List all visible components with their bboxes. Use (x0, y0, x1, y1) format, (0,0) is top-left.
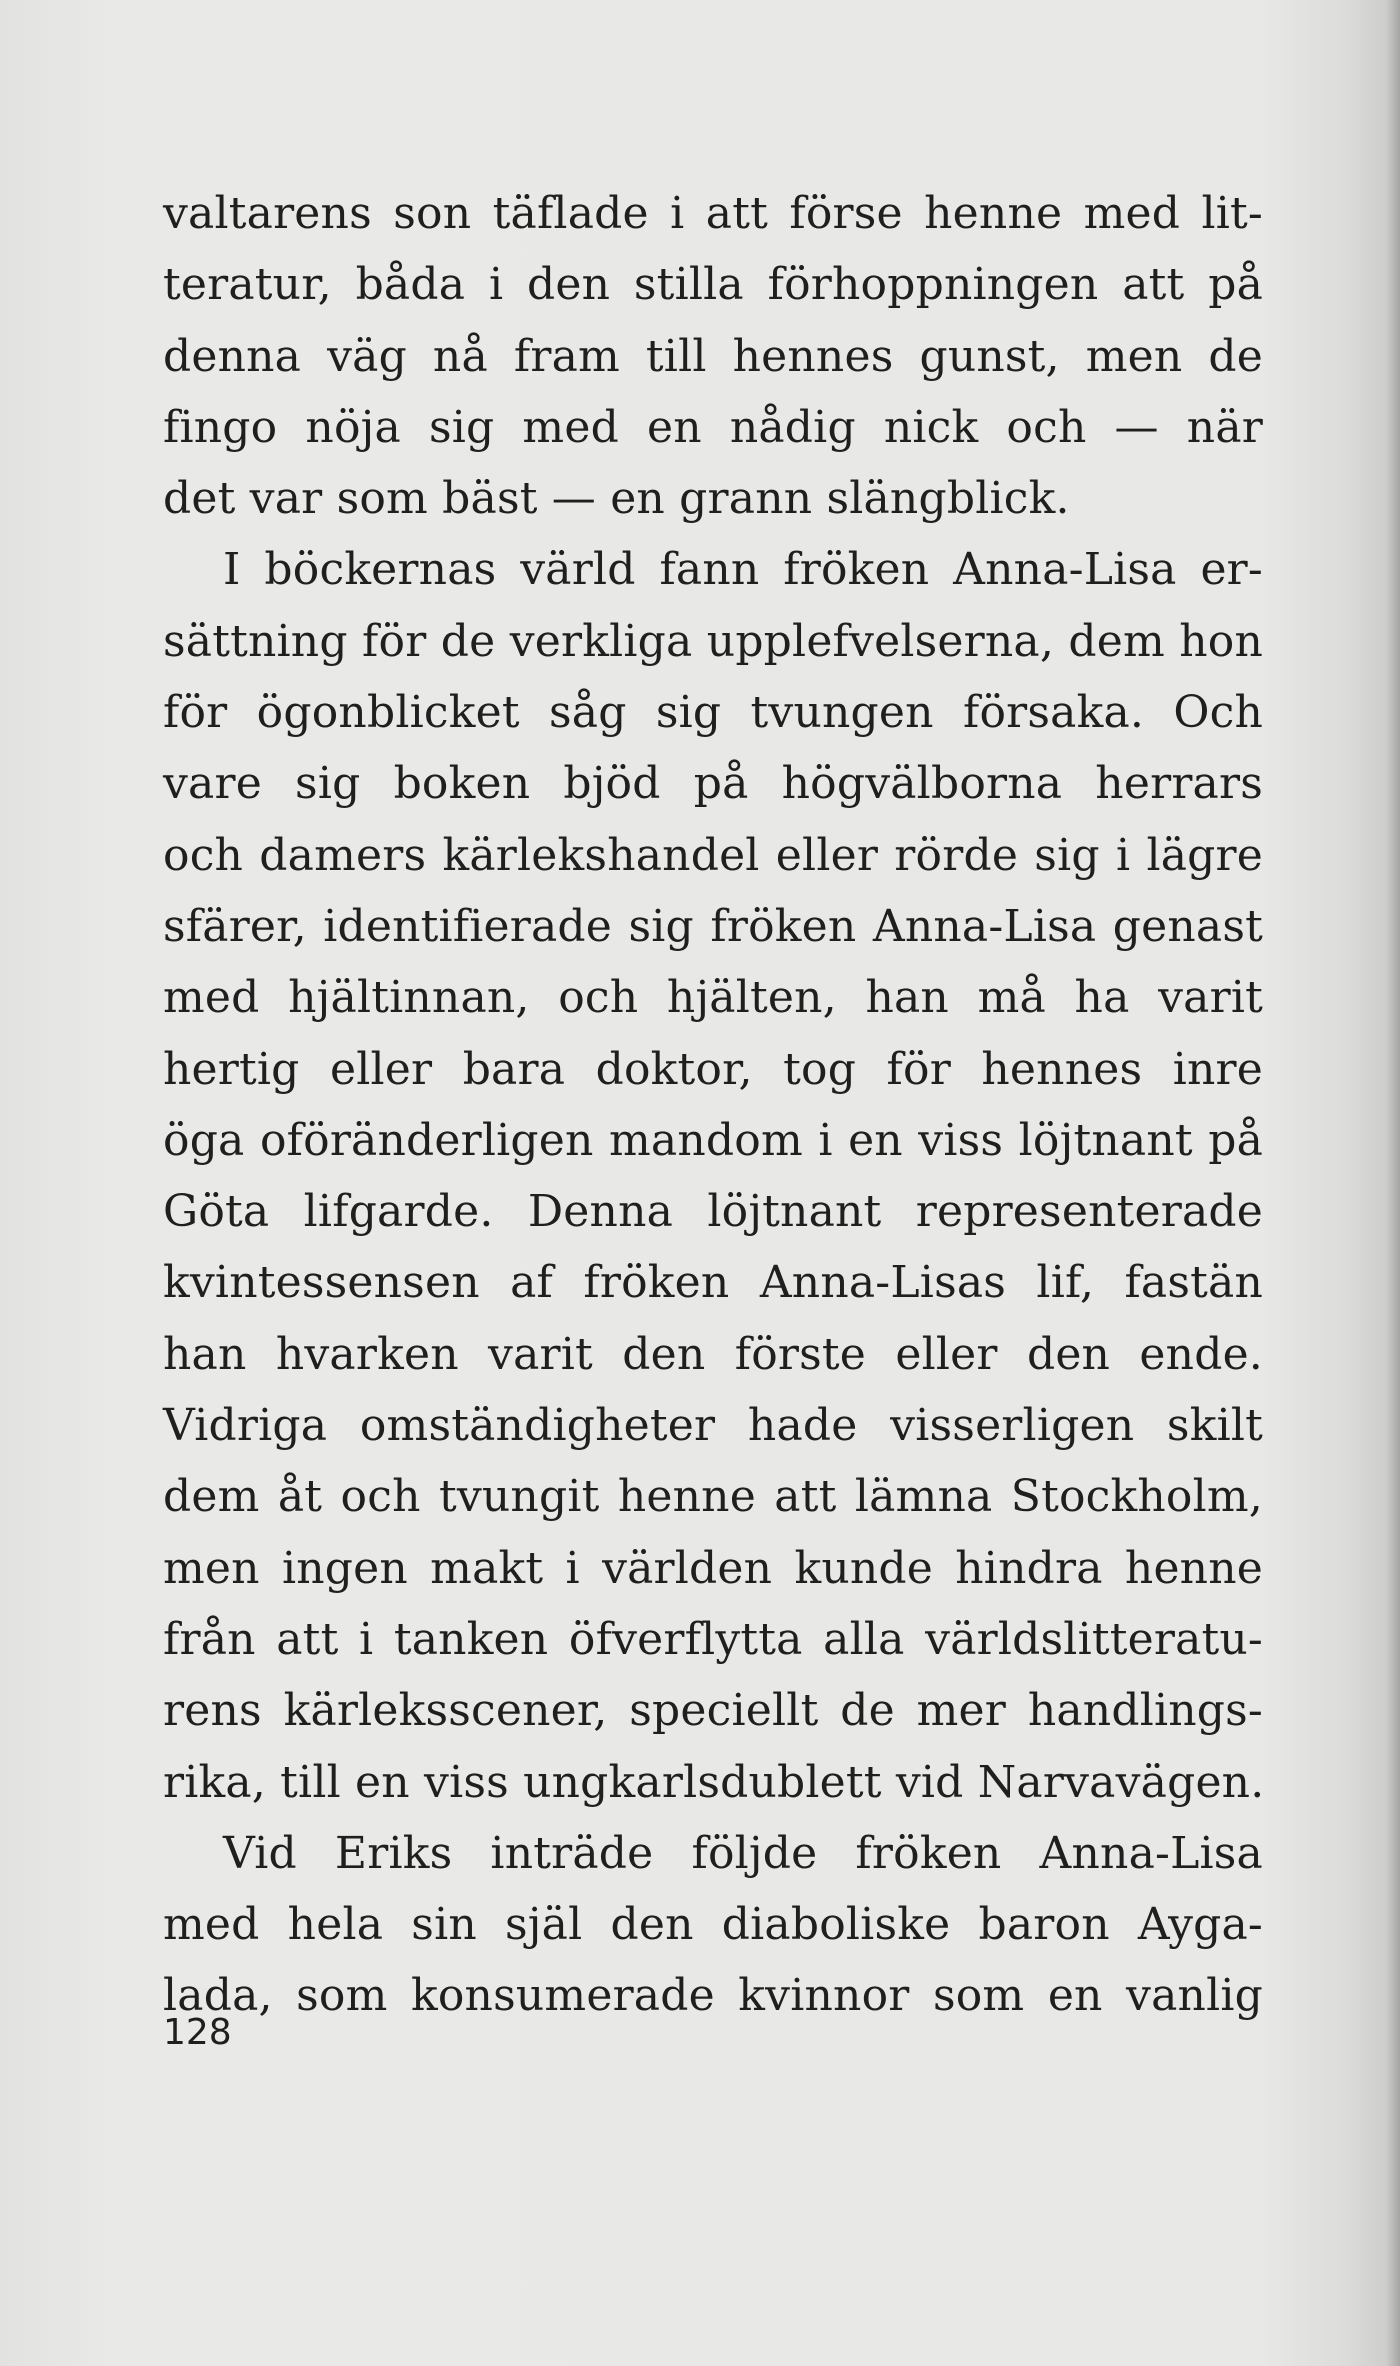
text-line: han hvarken varit den förste eller den ende. (163, 1328, 1263, 1380)
text-line: för ögonblicket såg sig tvungen försaka. Och (163, 687, 1263, 739)
page-edge-shadow (1386, 0, 1400, 2366)
text-line: Göta lifgarde. Denna löjtnant representerade (163, 1186, 1263, 1238)
text-line: valtarens son täflade i att förse henne med lit- (163, 188, 1263, 239)
text-line: sfärer, identifierade sig fröken Anna-Lisa genast (163, 900, 1263, 952)
text-line: teratur, båda i den stilla förhoppningen att på (163, 259, 1263, 311)
text-line: denna väg nå fram till hennes gunst, men de (163, 330, 1263, 382)
text-line: hertig eller bara doktor, tog för hennes inre (163, 1043, 1263, 1095)
text-line: lada, som konsumerade kvinnor som en vanlig (163, 1970, 1263, 2022)
text-line: Vid Eriks inträde följde fröken Anna-Lisa (223, 1827, 1263, 1879)
text-line: det var som bäst — en grann slängblick. (163, 473, 1070, 525)
text-line: men ingen makt i världen kunde hindra henne (163, 1542, 1263, 1594)
page-number: 128 (163, 2012, 232, 2053)
text-line: kvintessensen af fröken Anna-Lisas lif, fastän (163, 1257, 1263, 1309)
text-line: sättning för de verkliga upplefvelserna, dem hon (163, 615, 1263, 667)
text-line: rika, till en viss ungkarlsdublett vid Narvavägen. (163, 1756, 1265, 1808)
text-line: Vidriga omständigheter hade visserligen skilt (163, 1400, 1263, 1452)
body-text (163, 178, 1263, 2032)
text-line: öga oföränderligen mandom i en viss löjtnant på (163, 1114, 1263, 1166)
text-line: dem åt och tvungit henne att lämna Stockholm, (163, 1471, 1263, 1523)
text-line: vare sig boken bjöd på högvälborna herrars (163, 758, 1263, 810)
text-line: och damers kärlekshandel eller rörde sig i lägre (163, 829, 1263, 881)
text-line: rens kärleksscener, speciellt de mer handlings- (163, 1685, 1263, 1737)
text-line: fingo nöja sig med en nådig nick och — när (163, 401, 1263, 453)
text-line: med hela sin själ den diaboliske baron Ayga- (163, 1899, 1263, 1951)
text-line: I böckernas värld fann fröken Anna-Lisa er- (223, 544, 1263, 596)
text-line: från att i tanken öfverflytta alla världslitteratu- (163, 1613, 1263, 1665)
text-line: med hjältinnan, och hjälten, han må ha varit (163, 972, 1263, 1024)
